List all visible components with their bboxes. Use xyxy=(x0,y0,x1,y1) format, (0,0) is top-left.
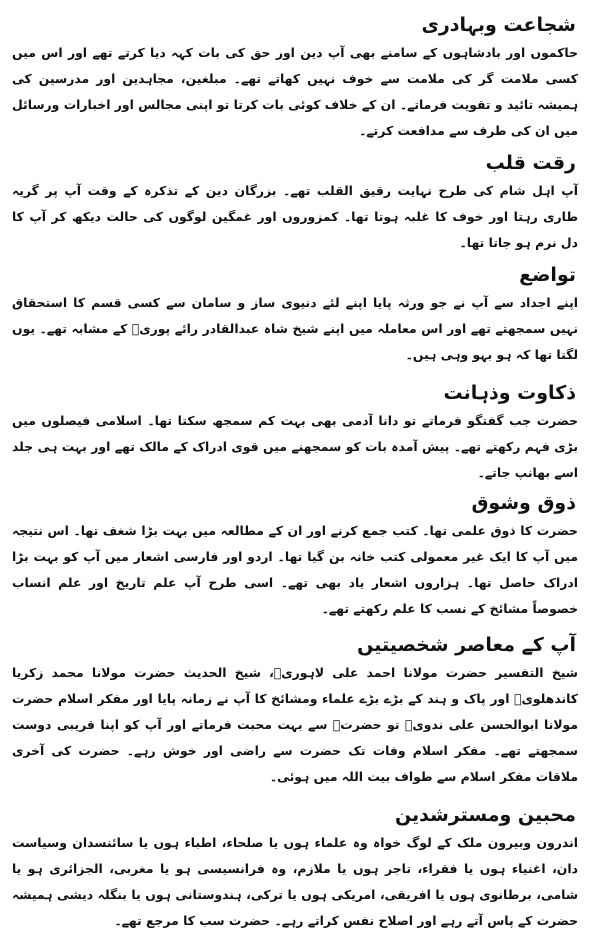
section-heading: شجاعت وبہادری xyxy=(421,14,576,36)
section-devotees xyxy=(12,800,578,934)
section-tenderness xyxy=(12,148,578,256)
section-heading: آپ کے معاصر شخصیتیں xyxy=(357,634,576,656)
section-heading: ذکاوت وذہانت xyxy=(443,382,576,404)
section-contemporaries xyxy=(12,630,578,790)
section-heading: ذوق وشوق xyxy=(471,492,576,514)
section-paragraph: حضرت جب گفتگو فرماتے تو دانا آدمی بھی بہت کم سمجھ سکتا تھا۔ اسلامی فیصلوں میں بڑی فہم رکھتے تھے۔ پیش آمدہ بات کو سمجھنے میں قوی ادراک کے مالک تھے اور بہت ہی جلد اسے بھانپ جاتے۔ xyxy=(12,413,578,480)
section-intelligence xyxy=(12,378,578,486)
section-paragraph: اندرون وبیرون ملک کے لوگ خواہ وہ علماء ہوں یا صلحاء، اطباء ہوں یا سائنسدان وسیاست دان، اغنیاء ہوں یا فقراء، تاجر ہوں یا ملازم، وہ فرانسیسی ہو یا مغربی، الجزائری ہو یا شامی، برطانوی ہوں یا افریقی، امریکی ہوں یا ترکی، ہندوستانی ہوں یا بنگلہ دیشی ہمیشہ حضرت کے پاس آتے رہے اور اصلاح نفس کراتے رہے۔ حضرت سب کا مرجع تھے۔ xyxy=(12,835,578,928)
section-heading: رقت قلب xyxy=(485,152,576,174)
section-humility xyxy=(12,260,578,368)
section-paragraph: حضرت کا ذوق علمی تھا۔ کتب جمع کرنے اور ان کے مطالعہ میں بہت بڑا شغف تھا۔ اس نتیجہ میں آپ کا ایک غیر معمولی کتب خانہ بن گیا تھا۔ اردو اور فارسی اشعار میں آپ کو بہت بڑا ادراک حاصل تھا۔ ہزاروں اشعار یاد بھی تھے۔ اسی طرح آپ علم تاریخ اور علم انساب خصوصاً مشائخ کے نسب کا علم رکھتے تھے۔ xyxy=(12,523,578,616)
section-paragraph: آپ اہل شام کی طرح نہایت رقیق القلب تھے۔ بزرگان دین کے تذکرہ کے وقت آپ پر گریہ طاری رہتا اور خوف کا غلبہ ہوتا تھا۔ کمزوروں اور غمگین لوگوں کی حالت دیکھ کر آپ کا دل نرم ہو جاتا تھا۔ xyxy=(12,183,578,250)
section-paragraph: حاکموں اور بادشاہوں کے سامنے بھی آپ دین اور حق کی بات کہہ دیا کرتے تھے اور اس میں کسی ملامت گر کی ملامت سے خوف نہیں کھاتے تھے۔ مبلغین، مجاہدین اور مدرسین کی ہمیشہ تائید و تقویت فرماتے۔ ان کے خلاف کوئی بات کرتا تو اپنی مجالس اور اخبارات ورسائل میں ان کی طرف سے مدافعت کرتے۔ xyxy=(12,45,578,138)
section-enthusiasm xyxy=(12,488,578,622)
section-heading: تواضع xyxy=(519,264,576,286)
section-heading: محبین ومسترشدین xyxy=(394,804,576,826)
section-bravery xyxy=(12,10,578,144)
section-paragraph: اپنے اجداد سے آپ نے جو ورثہ پایا اپنے لئے دنیوی ساز و سامان سے کسی قسم کا استحقاق نہیں سمجھتے تھے اور اس معاملہ میں اپنے شیخ شاہ عبدالقادر رائے پوریؒ کے مشابہ تھے۔ یوں لگتا تھا کہ ہو بہو وہی ہیں۔ xyxy=(12,295,578,362)
section-paragraph: شیخ التفسیر حضرت مولانا احمد علی لاہوریؒ، شیخ الحدیث حضرت مولانا محمد زکریا کاندھلویؒ اور پاک و ہند کے بڑے بڑے علماء ومشائخ کا آپ نے زمانہ پایا اور مفکر اسلام حضرت مولانا ابوالحسن علی ندویؒ تو حضرتؒ سے بہت محبت فرماتے اور آپ کو اپنا قریبی دوست سمجھتے تھے۔ مفکر اسلام وفات تک حضرت سے راضی اور خوش رہے۔ حضرت کی آخری ملاقات مفکر اسلام سے طواف بیت اللہ میں ہوئی۔ xyxy=(12,665,578,784)
